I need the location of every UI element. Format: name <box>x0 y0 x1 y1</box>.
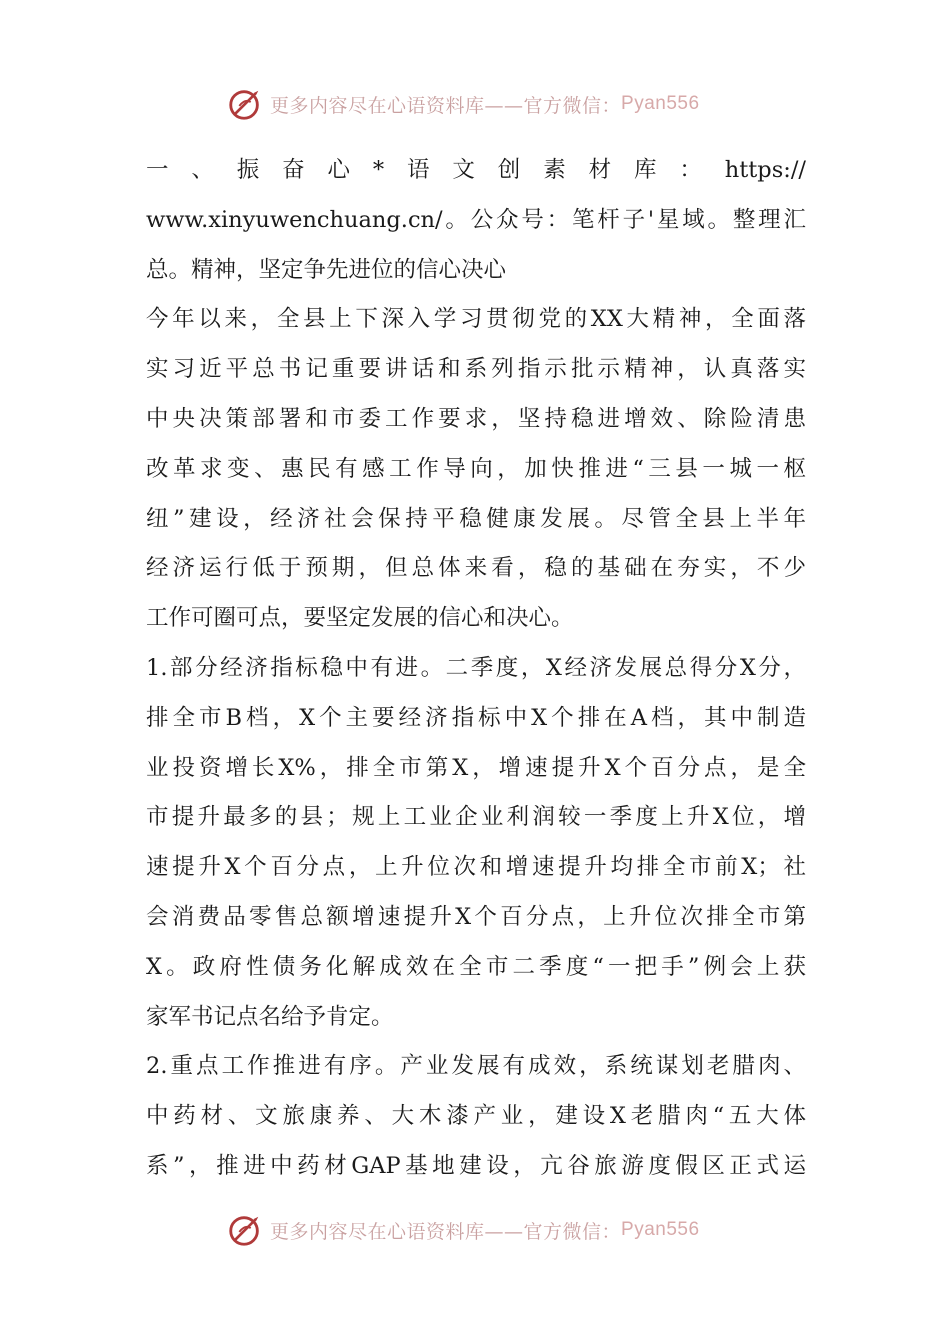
text-line: 排全市B档，X个主要经济指标中X个排在A档，其中制造 <box>146 704 806 731</box>
text-line: 2.重点工作推进有序。产业发展有成效，系统谋划老腊肉、 <box>146 1053 806 1080</box>
text-line: 实习近平总书记重要讲话和系列指示批示精神，认真落实 <box>146 356 806 383</box>
watermark-wechat-id: Pyan556 <box>621 1219 700 1240</box>
pen-logo-icon <box>226 1211 264 1249</box>
text-line: 经济运行低于预期，但总体来看，稳的基础在夯实，不少 <box>146 555 806 582</box>
text-line: 速提升X个百分点，上升位次和增速提升均排全市前X；社 <box>146 854 806 881</box>
text-line: 今年以来，全县上下深入学习贯彻党的XX大精神，全面落 <box>146 306 806 333</box>
watermark-banner-top <box>0 84 950 124</box>
text-line: X。政府性债务化解成效在全市二季度“一把手”例会上获 <box>146 953 806 980</box>
text-line: 家军书记点名给予肯定。 <box>146 1003 394 1030</box>
watermark-text: 更多内容尽在心语资料库——官方微信： <box>270 94 622 117</box>
text-line: 一、振奋心*语文创素材库：https:// <box>146 157 806 183</box>
watermark-banner-bottom <box>0 1210 950 1250</box>
text-line: 市提升最多的县；规上工业企业利润较一季度上升X位，增 <box>146 804 806 831</box>
text-line: 纽”建设，经济社会保持平稳健康发展。尽管全县上半年 <box>146 505 806 532</box>
document-body <box>146 146 806 1192</box>
watermark-wechat-id: Pyan556 <box>621 93 700 114</box>
text-line: 业投资增长X%，排全市第X，增速提升X个百分点，是全 <box>146 754 806 781</box>
text-line: www.xinyuwenchuang.cn/。公众号：笔杆子'星域。整理汇 <box>146 206 806 233</box>
text-line: 改革求变、惠民有感工作导向，加快推进“三县一城一枢 <box>146 455 806 482</box>
pen-logo-icon <box>226 85 264 123</box>
text-line: 会消费品零售总额增速提升X个百分点，上升位次排全市第 <box>146 903 806 930</box>
text-line: 中药材、文旅康养、大木漆产业，建设X老腊肉“五大体 <box>146 1103 806 1130</box>
text-line: 工作可圈可点，要坚定发展的信心和决心。 <box>146 605 574 632</box>
text-line: 1.部分经济指标稳中有进。二季度，X经济发展总得分X分， <box>146 654 806 681</box>
text-line: 总。精神，坚定争先进位的信心决心 <box>146 256 507 283</box>
watermark-text: 更多内容尽在心语资料库——官方微信： <box>270 1220 622 1243</box>
text-line: 中央决策部署和市委工作要求，坚持稳进增效、除险清患 <box>146 405 806 432</box>
text-line: 系”，推进中药材GAP基地建设，亢谷旅游度假区正式运 <box>146 1152 806 1179</box>
